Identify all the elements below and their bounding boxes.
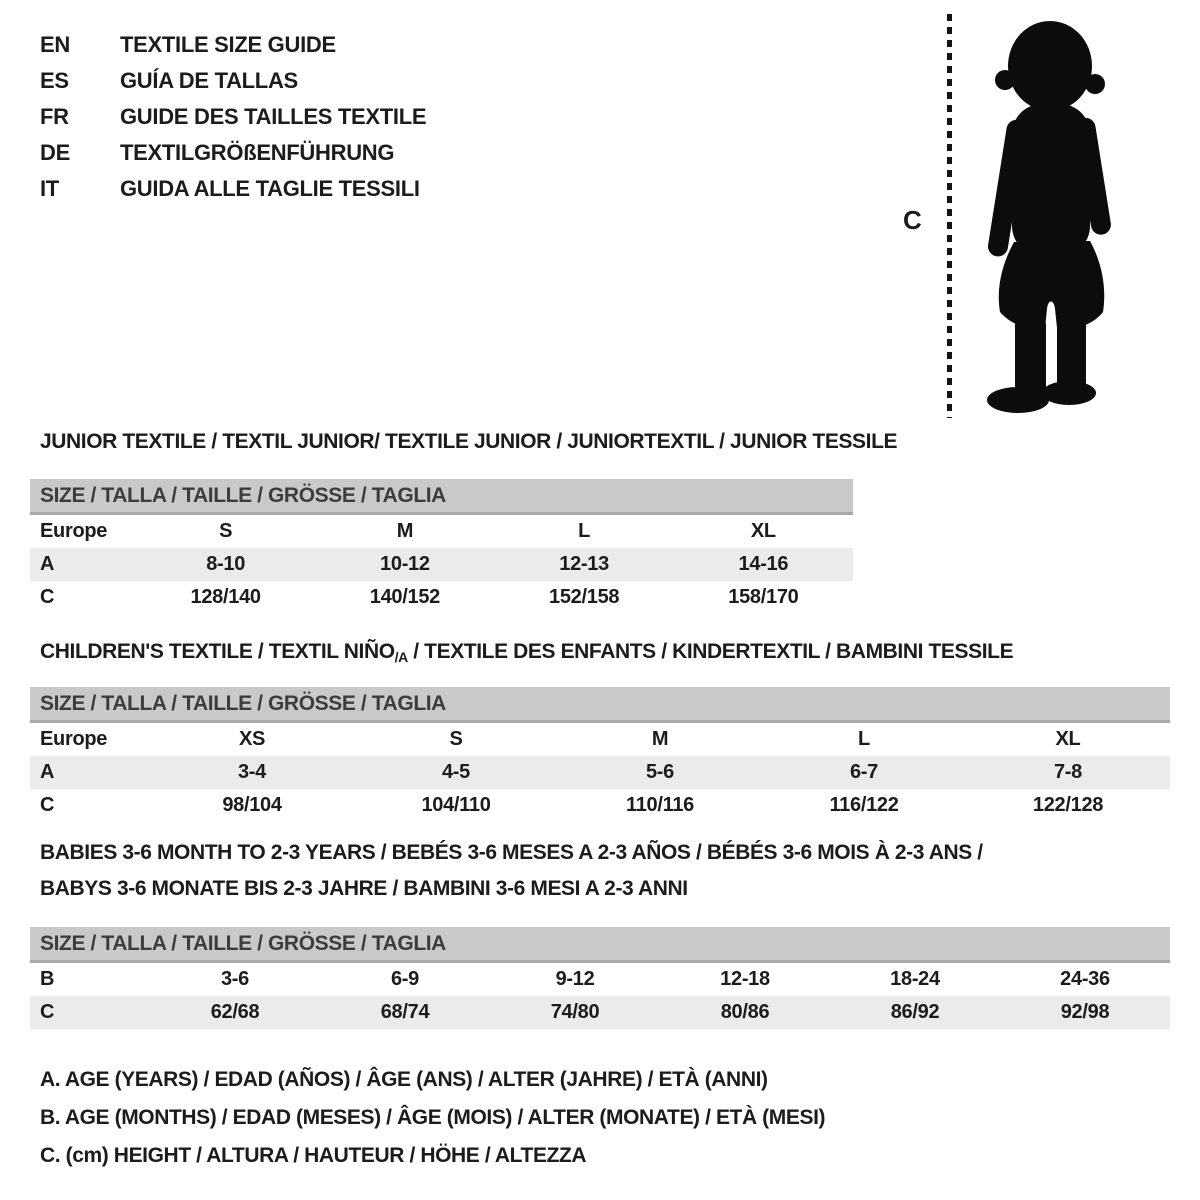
table-cell: 4-5 — [441, 761, 470, 783]
row-label: Europe — [40, 728, 108, 750]
table-cell: 122/128 — [1032, 794, 1104, 816]
language-row-de — [40, 135, 426, 171]
table-cell: 140/152 — [369, 586, 440, 608]
babies-title-line2: BABYS 3-6 MONATE BIS 2-3 JAHRE / BAMBINI 3-6 MESI A 2-3 ANNI — [40, 877, 688, 900]
children-title-sub: /A — [394, 649, 408, 665]
table-cell: 116/122 — [829, 794, 899, 816]
row-label: C — [40, 794, 55, 816]
table-cell: 128/140 — [190, 586, 261, 608]
row-label: A — [40, 761, 55, 783]
table-row — [30, 548, 853, 581]
legend-age-years: A. AGE (YEARS) / EDAD (AÑOS) / ÂGE (ANS) / ALTER (JAHRE) / ETÀ (ANNI) — [40, 1068, 768, 1091]
language-row-en — [40, 27, 426, 63]
table-cell: 5-6 — [645, 761, 674, 783]
table-row — [30, 963, 1170, 996]
table-cell: 92/98 — [1060, 1001, 1110, 1023]
table-row — [30, 996, 1170, 1029]
guide-title-fr: GUIDE DES TAILLES TEXTILE — [120, 104, 427, 129]
height-measure-label: C — [903, 205, 922, 235]
table-cell: 7-8 — [1053, 761, 1082, 783]
table-cell: 3-6 — [220, 968, 249, 990]
table-cell: 3-4 — [237, 761, 266, 783]
language-code: DE — [40, 140, 70, 165]
language-code: IT — [40, 176, 59, 201]
size-header-bar: SIZE / TALLA / TAILLE / GRÖSSE / TAGLIA — [30, 687, 1170, 723]
children-section-title — [40, 640, 1013, 664]
table-cell: 6-9 — [390, 968, 419, 990]
language-row-fr — [40, 99, 426, 135]
guide-title-es: GUÍA DE TALLAS — [120, 68, 298, 93]
table-cell: 152/158 — [549, 586, 620, 608]
guide-title-de: TEXTILGRÖßENFÜHRUNG — [120, 140, 395, 165]
table-cell: M — [396, 520, 414, 542]
table-cell: 6-7 — [849, 761, 878, 783]
junior-table-rows — [30, 515, 853, 614]
table-cell: 68/74 — [380, 1001, 430, 1023]
language-code: ES — [40, 68, 69, 93]
row-label: B — [40, 968, 55, 990]
table-row — [30, 581, 853, 614]
toddler-silhouette-icon — [958, 20, 1144, 422]
language-code: EN — [40, 32, 70, 57]
table-cell: XS — [238, 728, 266, 750]
babies-table-rows — [30, 963, 1170, 1029]
table-cell: 12-18 — [720, 968, 770, 990]
table-row — [30, 515, 853, 548]
language-code: FR — [40, 104, 69, 129]
table-cell: M — [651, 728, 669, 750]
table-cell: 24-36 — [1060, 968, 1110, 990]
junior-size-table — [30, 479, 853, 614]
table-cell: 10-12 — [380, 553, 430, 575]
table-cell: 62/68 — [210, 1001, 260, 1023]
table-cell: 8-10 — [206, 553, 246, 575]
babies-section-title — [40, 841, 983, 913]
table-cell: 104/110 — [421, 794, 491, 816]
table-cell: 14-16 — [738, 553, 789, 575]
row-label: A — [40, 553, 55, 575]
row-label: Europe — [40, 520, 108, 542]
table-cell: S — [219, 520, 233, 542]
table-row — [30, 756, 1170, 789]
language-row-it — [40, 171, 426, 207]
row-label: C — [40, 1001, 55, 1023]
children-size-table — [30, 687, 1170, 822]
table-row — [30, 723, 1170, 756]
table-cell: L — [578, 520, 591, 542]
guide-title-it: GUIDA ALLE TAGLIE TESSILI — [120, 176, 420, 201]
children-title-pre: CHILDREN'S TEXTILE / TEXTIL NIÑO — [40, 640, 395, 663]
table-cell: XL — [750, 520, 776, 542]
size-header-bar: SIZE / TALLA / TAILLE / GRÖSSE / TAGLIA — [30, 927, 1170, 963]
babies-title-line1: BABIES 3-6 MONTH TO 2-3 YEARS / BEBÉS 3-6 MESES A 2-3 AÑOS / BÉBÉS 3-6 MOIS À 2-3 ANS / — [40, 841, 983, 864]
table-cell: 80/86 — [720, 1001, 770, 1023]
table-cell: 110/116 — [626, 794, 694, 816]
table-cell: XL — [1055, 728, 1081, 750]
children-table-rows — [30, 723, 1170, 822]
legend-height-cm: C. (cm) HEIGHT / ALTURA / HAUTEUR / HÖHE / ALTEZZA — [40, 1144, 587, 1167]
size-header-bar: SIZE / TALLA / TAILLE / GRÖSSE / TAGLIA — [30, 479, 853, 515]
table-cell: 86/92 — [890, 1001, 940, 1023]
junior-section-title: JUNIOR TEXTILE / TEXTIL JUNIOR/ TEXTILE JUNIOR / JUNIORTEXTIL / JUNIOR TESSILE — [40, 430, 898, 453]
table-cell: 9-12 — [555, 968, 595, 990]
table-cell: 18-24 — [890, 968, 940, 990]
table-cell: 98/104 — [222, 794, 282, 816]
legend-age-months: B. AGE (MONTHS) / EDAD (MESES) / ÂGE (MOIS) / ALTER (MONATE) / ETÀ (MESI) — [40, 1106, 826, 1129]
table-row — [30, 789, 1170, 822]
row-label: C — [40, 586, 55, 608]
table-cell: 158/170 — [728, 586, 799, 608]
table-cell: 74/80 — [550, 1001, 600, 1023]
measurement-legend — [40, 1068, 825, 1182]
language-row-es — [40, 63, 426, 99]
table-cell: 12-13 — [559, 553, 609, 575]
guide-title-en: TEXTILE SIZE GUIDE — [120, 32, 336, 57]
table-cell: L — [858, 728, 870, 750]
height-measure-dashed-line — [947, 14, 952, 418]
babies-size-table — [30, 927, 1170, 1029]
table-cell: S — [449, 728, 463, 750]
language-title-list — [40, 27, 426, 207]
children-title-post: / TEXTILE DES ENFANTS / KINDERTEXTIL / BAMBINI TESSILE — [407, 640, 1014, 663]
